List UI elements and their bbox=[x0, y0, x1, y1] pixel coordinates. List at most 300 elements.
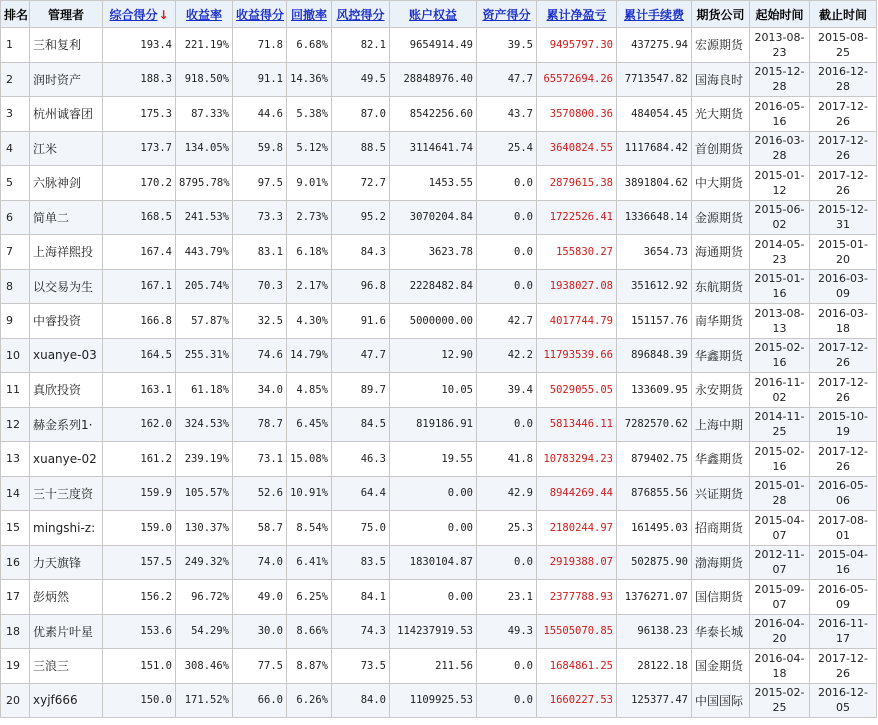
cell-return-rate: 443.79% bbox=[176, 235, 233, 270]
cell-return-score: 52.6 bbox=[233, 476, 287, 511]
header-return-score[interactable] bbox=[233, 1, 287, 28]
cell-asset-score: 42.9 bbox=[477, 476, 537, 511]
cell-return-rate: 324.53% bbox=[176, 407, 233, 442]
header-rank: 排名 bbox=[1, 1, 30, 28]
cell-equity: 19.55 bbox=[390, 442, 477, 477]
cell-company: 国信期货 bbox=[692, 580, 750, 615]
table-row bbox=[1, 649, 877, 684]
header-manager: 管理者 bbox=[30, 1, 103, 28]
cell-company: 南华期货 bbox=[692, 304, 750, 339]
cell-equity: 3070204.84 bbox=[390, 200, 477, 235]
cell-drawdown: 6.68% bbox=[287, 28, 332, 63]
cell-start-date: 2014-05-23 bbox=[750, 235, 810, 270]
cell-composite-score: 161.2 bbox=[103, 442, 176, 477]
cell-equity: 3623.78 bbox=[390, 235, 477, 270]
table-row bbox=[1, 511, 877, 546]
cell-cum-pnl: 5029055.05 bbox=[537, 373, 617, 408]
cell-equity: 3114641.74 bbox=[390, 131, 477, 166]
cell-return-score: 73.1 bbox=[233, 442, 287, 477]
cell-rank: 17 bbox=[1, 580, 30, 615]
cell-rank: 3 bbox=[1, 97, 30, 132]
cell-asset-score: 42.7 bbox=[477, 304, 537, 339]
cell-end-date: 2017-12-26 bbox=[810, 338, 877, 373]
cell-manager: xyjf666 bbox=[30, 683, 103, 718]
cell-cum-fee: 7713547.82 bbox=[617, 62, 692, 97]
cell-composite-score: 167.1 bbox=[103, 269, 176, 304]
cell-start-date: 2015-01-28 bbox=[750, 476, 810, 511]
cell-company: 首创期货 bbox=[692, 131, 750, 166]
cell-return-rate: 239.19% bbox=[176, 442, 233, 477]
header-composite-score[interactable] bbox=[103, 1, 176, 28]
cell-risk-score: 82.1 bbox=[332, 28, 390, 63]
cell-cum-pnl: 10783294.23 bbox=[537, 442, 617, 477]
cell-drawdown: 4.30% bbox=[287, 304, 332, 339]
sort-link-risk-score[interactable]: 风控得分 bbox=[336, 7, 385, 22]
cell-risk-score: 46.3 bbox=[332, 442, 390, 477]
cell-start-date: 2013-08-23 bbox=[750, 28, 810, 63]
cell-composite-score: 170.2 bbox=[103, 166, 176, 201]
cell-cum-pnl: 3570800.36 bbox=[537, 97, 617, 132]
cell-equity: 0.00 bbox=[390, 476, 477, 511]
cell-rank: 10 bbox=[1, 338, 30, 373]
cell-cum-pnl: 1660227.53 bbox=[537, 683, 617, 718]
cell-equity: 12.90 bbox=[390, 338, 477, 373]
cell-asset-score: 25.4 bbox=[477, 131, 537, 166]
cell-drawdown: 9.01% bbox=[287, 166, 332, 201]
cell-return-rate: 308.46% bbox=[176, 649, 233, 684]
table-row bbox=[1, 269, 877, 304]
cell-company: 华鑫期货 bbox=[692, 442, 750, 477]
cell-cum-pnl: 3640824.55 bbox=[537, 131, 617, 166]
cell-asset-score: 43.7 bbox=[477, 97, 537, 132]
cell-cum-fee: 1117684.42 bbox=[617, 131, 692, 166]
cell-return-rate: 8795.78% bbox=[176, 166, 233, 201]
cell-composite-score: 150.0 bbox=[103, 683, 176, 718]
cell-composite-score: 162.0 bbox=[103, 407, 176, 442]
cell-cum-pnl: 11793539.66 bbox=[537, 338, 617, 373]
cell-cum-pnl: 2919388.07 bbox=[537, 545, 617, 580]
cell-manager: 三十三度资 bbox=[30, 476, 103, 511]
sort-descending-icon: ↓ bbox=[158, 7, 169, 22]
cell-return-score: 73.3 bbox=[233, 200, 287, 235]
sort-link-asset-score[interactable]: 资产得分 bbox=[482, 7, 531, 22]
cell-drawdown: 6.41% bbox=[287, 545, 332, 580]
cell-risk-score: 84.5 bbox=[332, 407, 390, 442]
cell-start-date: 2012-11-07 bbox=[750, 545, 810, 580]
cell-cum-fee: 28122.18 bbox=[617, 649, 692, 684]
cell-drawdown: 8.87% bbox=[287, 649, 332, 684]
cell-return-rate: 130.37% bbox=[176, 511, 233, 546]
cell-return-score: 71.8 bbox=[233, 28, 287, 63]
cell-risk-score: 96.8 bbox=[332, 269, 390, 304]
cell-start-date: 2015-02-25 bbox=[750, 683, 810, 718]
cell-asset-score: 42.2 bbox=[477, 338, 537, 373]
cell-asset-score: 0.0 bbox=[477, 235, 537, 270]
cell-return-rate: 205.74% bbox=[176, 269, 233, 304]
cell-composite-score: 164.5 bbox=[103, 338, 176, 373]
cell-asset-score: 0.0 bbox=[477, 166, 537, 201]
cell-drawdown: 8.66% bbox=[287, 614, 332, 649]
cell-manager: 中睿投资 bbox=[30, 304, 103, 339]
table-row bbox=[1, 614, 877, 649]
table-row bbox=[1, 442, 877, 477]
cell-rank: 8 bbox=[1, 269, 30, 304]
sort-link-drawdown[interactable]: 回撤率 bbox=[290, 7, 327, 22]
cell-asset-score: 0.0 bbox=[477, 683, 537, 718]
cell-composite-score: 157.5 bbox=[103, 545, 176, 580]
cell-composite-score: 166.8 bbox=[103, 304, 176, 339]
cell-start-date: 2015-06-02 bbox=[750, 200, 810, 235]
cell-equity: 114237919.53 bbox=[390, 614, 477, 649]
table-header-row bbox=[1, 1, 877, 28]
table-row bbox=[1, 166, 877, 201]
cell-risk-score: 74.3 bbox=[332, 614, 390, 649]
cell-return-score: 66.0 bbox=[233, 683, 287, 718]
cell-return-rate: 134.05% bbox=[176, 131, 233, 166]
cell-return-score: 58.7 bbox=[233, 511, 287, 546]
cell-risk-score: 83.5 bbox=[332, 545, 390, 580]
cell-manager: 六脉神剑 bbox=[30, 166, 103, 201]
sort-link-return-score[interactable]: 收益得分 bbox=[236, 7, 285, 22]
cell-return-rate: 171.52% bbox=[176, 683, 233, 718]
header-drawdown[interactable] bbox=[287, 1, 332, 28]
table-row bbox=[1, 62, 877, 97]
cell-cum-pnl: 2180244.97 bbox=[537, 511, 617, 546]
cell-start-date: 2016-04-18 bbox=[750, 649, 810, 684]
cell-cum-fee: 876855.56 bbox=[617, 476, 692, 511]
cell-equity: 1453.55 bbox=[390, 166, 477, 201]
cell-manager: 杭州诚睿团 bbox=[30, 97, 103, 132]
cell-company: 招商期货 bbox=[692, 511, 750, 546]
cell-start-date: 2015-04-07 bbox=[750, 511, 810, 546]
cell-cum-pnl: 155830.27 bbox=[537, 235, 617, 270]
header-return-rate[interactable] bbox=[176, 1, 233, 28]
cell-asset-score: 39.4 bbox=[477, 373, 537, 408]
header-equity[interactable] bbox=[390, 1, 477, 28]
table-row bbox=[1, 97, 877, 132]
cell-return-rate: 255.31% bbox=[176, 338, 233, 373]
cell-drawdown: 5.12% bbox=[287, 131, 332, 166]
cell-cum-fee: 1336648.14 bbox=[617, 200, 692, 235]
cell-manager: 润时资产 bbox=[30, 62, 103, 97]
cell-composite-score: 175.3 bbox=[103, 97, 176, 132]
cell-company: 兴证期货 bbox=[692, 476, 750, 511]
cell-asset-score: 0.0 bbox=[477, 649, 537, 684]
cell-manager: 彭炳然 bbox=[30, 580, 103, 615]
cell-end-date: 2015-10-19 bbox=[810, 407, 877, 442]
cell-cum-pnl: 1684861.25 bbox=[537, 649, 617, 684]
cell-drawdown: 2.73% bbox=[287, 200, 332, 235]
table-row bbox=[1, 338, 877, 373]
cell-return-rate: 249.32% bbox=[176, 545, 233, 580]
cell-drawdown: 6.26% bbox=[287, 683, 332, 718]
cell-cum-pnl: 15505070.85 bbox=[537, 614, 617, 649]
cell-cum-pnl: 65572694.26 bbox=[537, 62, 617, 97]
cell-return-rate: 241.53% bbox=[176, 200, 233, 235]
cell-equity: 0.00 bbox=[390, 511, 477, 546]
cell-end-date: 2016-03-09 bbox=[810, 269, 877, 304]
cell-drawdown: 8.54% bbox=[287, 511, 332, 546]
cell-company: 宏源期货 bbox=[692, 28, 750, 63]
header-end-date: 截止时间 bbox=[810, 1, 877, 28]
cell-rank: 20 bbox=[1, 683, 30, 718]
cell-manager: 优素片叶星 bbox=[30, 614, 103, 649]
cell-return-rate: 61.18% bbox=[176, 373, 233, 408]
cell-start-date: 2015-09-07 bbox=[750, 580, 810, 615]
cell-equity: 211.56 bbox=[390, 649, 477, 684]
cell-return-score: 59.8 bbox=[233, 131, 287, 166]
cell-composite-score: 168.5 bbox=[103, 200, 176, 235]
cell-drawdown: 6.18% bbox=[287, 235, 332, 270]
header-cum-fee[interactable] bbox=[617, 1, 692, 28]
cell-rank: 18 bbox=[1, 614, 30, 649]
cell-risk-score: 89.7 bbox=[332, 373, 390, 408]
cell-risk-score: 73.5 bbox=[332, 649, 390, 684]
cell-composite-score: 188.3 bbox=[103, 62, 176, 97]
cell-equity: 10.05 bbox=[390, 373, 477, 408]
cell-risk-score: 91.6 bbox=[332, 304, 390, 339]
cell-end-date: 2016-05-06 bbox=[810, 476, 877, 511]
cell-manager: 真欣投资 bbox=[30, 373, 103, 408]
table-row bbox=[1, 235, 877, 270]
cell-end-date: 2017-12-26 bbox=[810, 97, 877, 132]
cell-rank: 7 bbox=[1, 235, 30, 270]
cell-cum-fee: 3654.73 bbox=[617, 235, 692, 270]
cell-equity: 1830104.87 bbox=[390, 545, 477, 580]
sort-link-cum-pnl[interactable]: 累计净盈亏 bbox=[546, 7, 607, 22]
cell-asset-score: 23.1 bbox=[477, 580, 537, 615]
cell-return-rate: 57.87% bbox=[176, 304, 233, 339]
cell-drawdown: 14.36% bbox=[287, 62, 332, 97]
cell-equity: 28848976.40 bbox=[390, 62, 477, 97]
cell-cum-fee: 133609.95 bbox=[617, 373, 692, 408]
cell-end-date: 2016-11-17 bbox=[810, 614, 877, 649]
cell-end-date: 2015-08-25 bbox=[810, 28, 877, 63]
cell-cum-pnl: 5813446.11 bbox=[537, 407, 617, 442]
sort-link-cum-fee[interactable]: 累计手续费 bbox=[623, 7, 684, 22]
cell-asset-score: 47.7 bbox=[477, 62, 537, 97]
cell-rank: 12 bbox=[1, 407, 30, 442]
cell-risk-score: 64.4 bbox=[332, 476, 390, 511]
cell-cum-pnl: 2879615.38 bbox=[537, 166, 617, 201]
cell-cum-fee: 3891804.62 bbox=[617, 166, 692, 201]
cell-cum-fee: 896848.39 bbox=[617, 338, 692, 373]
cell-rank: 13 bbox=[1, 442, 30, 477]
cell-start-date: 2016-04-20 bbox=[750, 614, 810, 649]
cell-drawdown: 14.79% bbox=[287, 338, 332, 373]
cell-manager: xuanye-03 bbox=[30, 338, 103, 373]
cell-risk-score: 47.7 bbox=[332, 338, 390, 373]
cell-end-date: 2016-03-18 bbox=[810, 304, 877, 339]
cell-risk-score: 84.3 bbox=[332, 235, 390, 270]
cell-manager: 三和复利 bbox=[30, 28, 103, 63]
cell-return-score: 30.0 bbox=[233, 614, 287, 649]
cell-cum-pnl: 9495797.30 bbox=[537, 28, 617, 63]
cell-return-score: 77.5 bbox=[233, 649, 287, 684]
cell-end-date: 2017-12-26 bbox=[810, 166, 877, 201]
cell-drawdown: 15.08% bbox=[287, 442, 332, 477]
header-company: 期货公司 bbox=[692, 1, 750, 28]
header-risk-score[interactable] bbox=[332, 1, 390, 28]
cell-return-rate: 96.72% bbox=[176, 580, 233, 615]
cell-drawdown: 10.91% bbox=[287, 476, 332, 511]
cell-return-score: 74.0 bbox=[233, 545, 287, 580]
cell-composite-score: 193.4 bbox=[103, 28, 176, 63]
header-asset-score[interactable] bbox=[477, 1, 537, 28]
cell-cum-fee: 351612.92 bbox=[617, 269, 692, 304]
cell-composite-score: 173.7 bbox=[103, 131, 176, 166]
cell-company: 渤海期货 bbox=[692, 545, 750, 580]
table-row bbox=[1, 683, 877, 718]
cell-composite-score: 159.0 bbox=[103, 511, 176, 546]
cell-rank: 19 bbox=[1, 649, 30, 684]
cell-risk-score: 95.2 bbox=[332, 200, 390, 235]
cell-drawdown: 4.85% bbox=[287, 373, 332, 408]
cell-asset-score: 25.3 bbox=[477, 511, 537, 546]
cell-composite-score: 163.1 bbox=[103, 373, 176, 408]
cell-cum-pnl: 1722526.41 bbox=[537, 200, 617, 235]
cell-company: 中国国际 bbox=[692, 683, 750, 718]
cell-start-date: 2015-12-28 bbox=[750, 62, 810, 97]
cell-return-rate: 87.33% bbox=[176, 97, 233, 132]
table-row bbox=[1, 545, 877, 580]
cell-end-date: 2015-04-16 bbox=[810, 545, 877, 580]
cell-equity: 9654914.49 bbox=[390, 28, 477, 63]
cell-return-score: 34.0 bbox=[233, 373, 287, 408]
cell-composite-score: 167.4 bbox=[103, 235, 176, 270]
cell-cum-fee: 484054.45 bbox=[617, 97, 692, 132]
cell-drawdown: 2.17% bbox=[287, 269, 332, 304]
cell-start-date: 2015-01-12 bbox=[750, 166, 810, 201]
sort-link-composite-score[interactable]: 综合得分 bbox=[109, 7, 158, 22]
cell-rank: 4 bbox=[1, 131, 30, 166]
cell-start-date: 2015-01-16 bbox=[750, 269, 810, 304]
cell-cum-fee: 502875.90 bbox=[617, 545, 692, 580]
cell-asset-score: 0.0 bbox=[477, 200, 537, 235]
cell-equity: 2228482.84 bbox=[390, 269, 477, 304]
cell-end-date: 2017-08-01 bbox=[810, 511, 877, 546]
cell-company: 光大期货 bbox=[692, 97, 750, 132]
cell-company: 金源期货 bbox=[692, 200, 750, 235]
sort-link-return-rate[interactable]: 收益率 bbox=[185, 7, 222, 22]
cell-rank: 9 bbox=[1, 304, 30, 339]
cell-start-date: 2014-11-25 bbox=[750, 407, 810, 442]
cell-company: 华泰长城 bbox=[692, 614, 750, 649]
cell-drawdown: 6.45% bbox=[287, 407, 332, 442]
cell-asset-score: 0.0 bbox=[477, 269, 537, 304]
cell-risk-score: 87.0 bbox=[332, 97, 390, 132]
cell-cum-fee: 161495.03 bbox=[617, 511, 692, 546]
table-row bbox=[1, 407, 877, 442]
cell-cum-fee: 96138.23 bbox=[617, 614, 692, 649]
cell-asset-score: 41.8 bbox=[477, 442, 537, 477]
cell-company: 东航期货 bbox=[692, 269, 750, 304]
cell-return-score: 70.3 bbox=[233, 269, 287, 304]
cell-composite-score: 159.9 bbox=[103, 476, 176, 511]
table-row bbox=[1, 580, 877, 615]
cell-cum-fee: 151157.76 bbox=[617, 304, 692, 339]
cell-start-date: 2013-08-13 bbox=[750, 304, 810, 339]
cell-end-date: 2017-12-26 bbox=[810, 649, 877, 684]
cell-manager: 赫金系列1· bbox=[30, 407, 103, 442]
cell-rank: 11 bbox=[1, 373, 30, 408]
header-cum-pnl[interactable] bbox=[537, 1, 617, 28]
cell-return-rate: 105.57% bbox=[176, 476, 233, 511]
cell-manager: 力天旗锋 bbox=[30, 545, 103, 580]
cell-cum-pnl: 8944269.44 bbox=[537, 476, 617, 511]
cell-cum-fee: 7282570.62 bbox=[617, 407, 692, 442]
cell-cum-fee: 879402.75 bbox=[617, 442, 692, 477]
cell-equity: 5000000.00 bbox=[390, 304, 477, 339]
cell-end-date: 2016-12-28 bbox=[810, 62, 877, 97]
table-row bbox=[1, 476, 877, 511]
cell-return-score: 91.1 bbox=[233, 62, 287, 97]
cell-start-date: 2016-05-16 bbox=[750, 97, 810, 132]
cell-rank: 6 bbox=[1, 200, 30, 235]
cell-asset-score: 39.5 bbox=[477, 28, 537, 63]
cell-return-rate: 54.29% bbox=[176, 614, 233, 649]
cell-end-date: 2017-12-26 bbox=[810, 442, 877, 477]
cell-return-score: 32.5 bbox=[233, 304, 287, 339]
header-start-date: 起始时间 bbox=[750, 1, 810, 28]
cell-composite-score: 153.6 bbox=[103, 614, 176, 649]
cell-rank: 1 bbox=[1, 28, 30, 63]
cell-company: 永安期货 bbox=[692, 373, 750, 408]
cell-company: 中大期货 bbox=[692, 166, 750, 201]
table-row bbox=[1, 200, 877, 235]
table-body bbox=[1, 28, 877, 718]
cell-return-score: 97.5 bbox=[233, 166, 287, 201]
cell-cum-pnl: 4017744.79 bbox=[537, 304, 617, 339]
cell-end-date: 2015-01-20 bbox=[810, 235, 877, 270]
cell-composite-score: 156.2 bbox=[103, 580, 176, 615]
cell-rank: 14 bbox=[1, 476, 30, 511]
cell-manager: 简单二 bbox=[30, 200, 103, 235]
cell-cum-fee: 125377.47 bbox=[617, 683, 692, 718]
cell-return-rate: 221.19% bbox=[176, 28, 233, 63]
cell-drawdown: 6.25% bbox=[287, 580, 332, 615]
cell-rank: 2 bbox=[1, 62, 30, 97]
cell-manager: 以交易为生 bbox=[30, 269, 103, 304]
cell-risk-score: 72.7 bbox=[332, 166, 390, 201]
cell-equity: 0.00 bbox=[390, 580, 477, 615]
cell-rank: 5 bbox=[1, 166, 30, 201]
cell-cum-fee: 1376271.07 bbox=[617, 580, 692, 615]
cell-equity: 1109925.53 bbox=[390, 683, 477, 718]
table-row bbox=[1, 304, 877, 339]
cell-return-score: 49.0 bbox=[233, 580, 287, 615]
cell-company: 上海中期 bbox=[692, 407, 750, 442]
cell-risk-score: 88.5 bbox=[332, 131, 390, 166]
cell-end-date: 2017-12-26 bbox=[810, 131, 877, 166]
sort-link-equity[interactable]: 账户权益 bbox=[408, 7, 457, 22]
cell-asset-score: 0.0 bbox=[477, 407, 537, 442]
cell-end-date: 2016-05-09 bbox=[810, 580, 877, 615]
cell-rank: 15 bbox=[1, 511, 30, 546]
cell-start-date: 2015-02-16 bbox=[750, 338, 810, 373]
cell-cum-pnl: 2377788.93 bbox=[537, 580, 617, 615]
cell-start-date: 2015-02-16 bbox=[750, 442, 810, 477]
cell-end-date: 2017-12-26 bbox=[810, 373, 877, 408]
cell-company: 国金期货 bbox=[692, 649, 750, 684]
cell-equity: 8542256.60 bbox=[390, 97, 477, 132]
cell-start-date: 2016-11-02 bbox=[750, 373, 810, 408]
table-row bbox=[1, 373, 877, 408]
table-row bbox=[1, 28, 877, 63]
cell-manager: xuanye-02 bbox=[30, 442, 103, 477]
cell-company: 海通期货 bbox=[692, 235, 750, 270]
cell-risk-score: 84.0 bbox=[332, 683, 390, 718]
